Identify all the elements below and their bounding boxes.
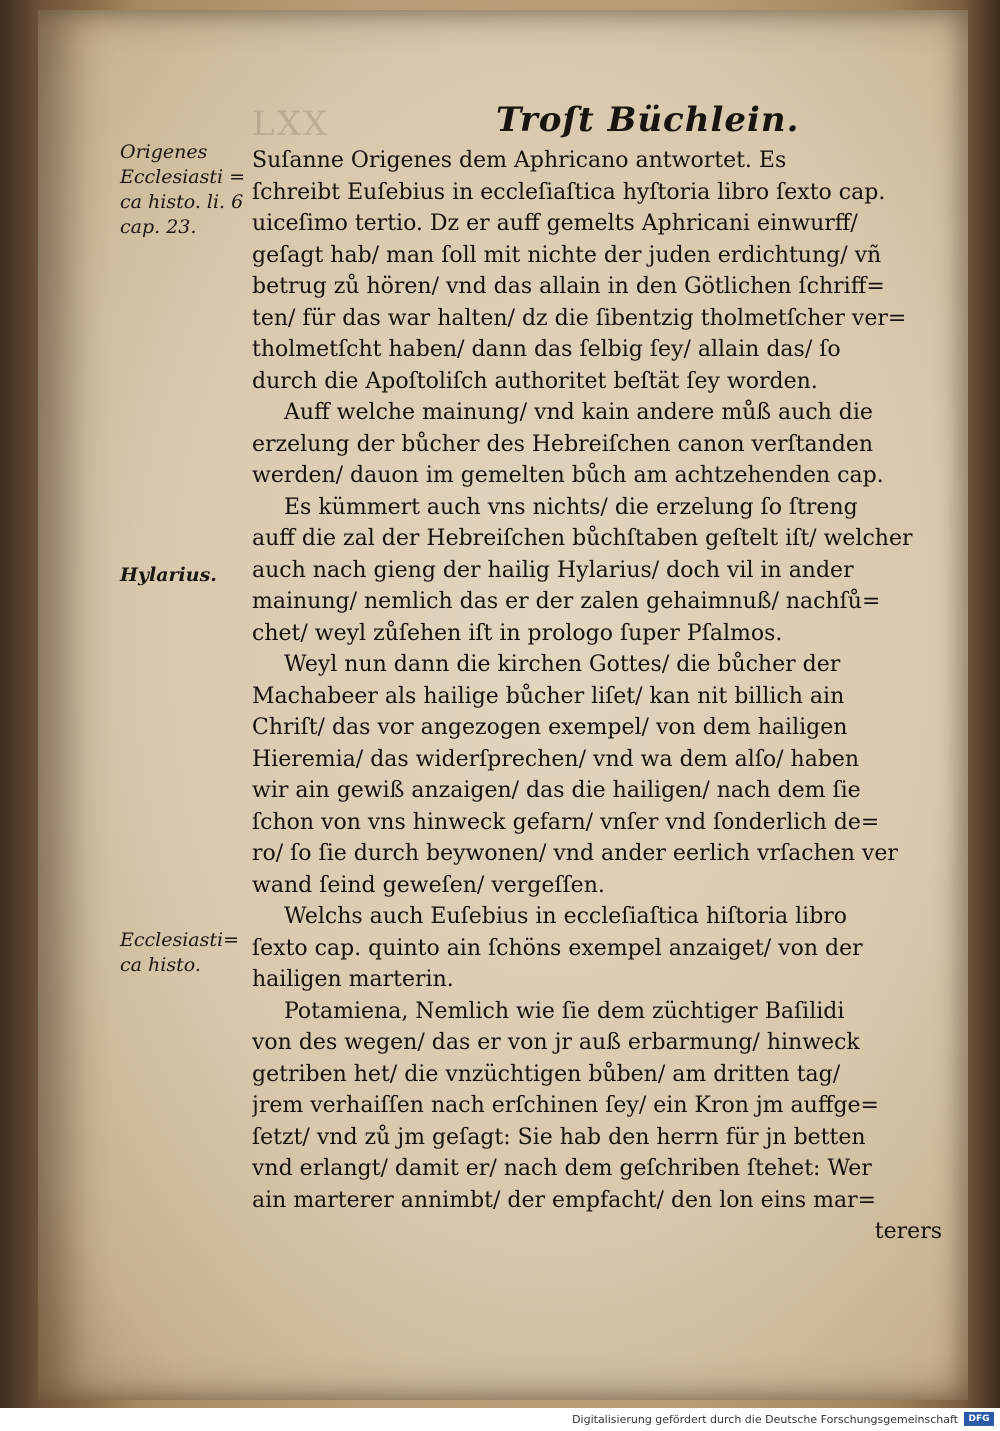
body-line: mainung/ nemlich das er der zalen gehaimnuß/ nachſů= — [252, 589, 881, 614]
footer-bar — [0, 1408, 1000, 1431]
body-line: von des wegen/ das er von jr auß erbarmung/ hinweck — [252, 1030, 860, 1055]
margin-note-line: Hylarius. — [120, 564, 217, 586]
body-line: durch die Apoſtoliſch authoritet beſtät ſey worden. — [252, 368, 818, 394]
body-line: Auff welche mainung/ vnd kain andere můß auch die — [284, 400, 873, 425]
margin-note-line: Ecclesiasti= — [120, 929, 240, 951]
body-line: ſchon von vns hinweck gefarn/ vnſer vnd ſonderlich de= — [252, 809, 880, 835]
margin-note-ecclesiastica — [120, 928, 239, 978]
body-line: wir ain gewiß anzaigen/ das die hailigen/ nach dem ſie — [252, 778, 861, 803]
margin-note-line: cap. 23. — [120, 216, 197, 238]
body-line: chet/ weyl zůſehen iſt in prologo ſuper Pſalmos. — [252, 620, 783, 646]
body-line: tholmetſcht haben/ dann das ſelbig ſey/ allain das/ ſo — [252, 337, 841, 362]
running-header: Troſt Büchlein. — [496, 100, 800, 140]
margin-note-origenes — [120, 140, 245, 240]
margin-note-line: ca histo. li. 6 — [120, 191, 244, 213]
body-line: hailigen marterin. — [252, 967, 454, 992]
body-line: Chriſt/ das vor angezogen exempel/ von dem hailigen — [252, 715, 848, 740]
body-line: werden/ dauon im gemelten bůch am achtzehenden cap. — [252, 463, 884, 488]
footer-credit: Digitalisierung gefördert durch die Deutsche Forschungsgemeinschaft — [572, 1413, 958, 1426]
body-line: ſetzt/ vnd zů jm geſagt: Sie hab den herrn für jn betten — [252, 1124, 866, 1150]
body-line: Machabeer als hailige bůcher liſet/ kan nit billich ain — [252, 683, 845, 709]
margin-note-hylarius — [120, 563, 217, 588]
body-line: ſexto cap. quinto ain ſchöns exempel anzaiget/ von der — [252, 935, 863, 961]
body-line: betrug zů hören/ vnd das allain in den Götlichen ſchriff= — [252, 274, 885, 299]
body-line: Suſanne Origenes dem Aphricano antwortet. Es — [252, 148, 787, 173]
ghost-page-number: LXX — [252, 104, 329, 144]
body-line: terers — [874, 1219, 942, 1244]
dfg-logo-icon: DFG — [964, 1412, 994, 1426]
margin-note-line: ca histo. — [120, 954, 201, 976]
body-line: ain marterer annimbt/ der empfacht/ den lon eins mar= — [252, 1187, 877, 1213]
body-line: Welchs auch Euſebius in eccleſiaſtica hiſtoria libro — [284, 904, 848, 929]
body-line: auch nach gieng der hailig Hylarius/ doch vil in ander — [252, 557, 854, 583]
body-line: Weyl nun dann die kirchen Gottes/ die bůcher der — [284, 652, 841, 677]
body-line: uiceſimo tertio. Dz er auff gemelts Aphricani einwurff/ — [252, 211, 858, 236]
body-line: geſagt hab/ man ſoll mit nichte der juden erdichtung/ vñ — [252, 242, 882, 268]
body-line: erzelung der bůcher des Hebreiſchen canon verſtanden — [252, 431, 874, 457]
body-line: vnd erlangt/ damit er/ nach dem geſchriben ſtehet: Wer — [252, 1156, 872, 1181]
body-line: Hieremia/ das widerſprechen/ vnd wa dem alſo/ haben — [252, 746, 860, 772]
body-line: auff die zal der Hebreiſchen bůchſtaben geſtelt iſt/ welcher — [252, 526, 913, 551]
margin-note-line: Ecclesiasti = — [120, 166, 246, 188]
body-line: jrem verhaiſſen nach erſchinen ſey/ ein Kron jm auffge= — [252, 1093, 879, 1118]
margin-note-line: Origenes — [120, 141, 208, 163]
body-line: Potamiena, Nemlich wie ſie dem züchtiger Baſilidi — [284, 998, 845, 1024]
body-line: ſchreibt Euſebius in eccleſiaſtica hyſtoria libro ſexto cap. — [252, 179, 886, 205]
body-line: ro/ ſo ſie durch beywonen/ vnd ander eerlich vrſachen ver — [252, 841, 898, 866]
body-line: getriben het/ die vnzüchtigen bůben/ am dritten tag/ — [252, 1061, 841, 1087]
body-line: wand ſeind geweſen/ vergeſſen. — [252, 872, 605, 898]
body-line: ten/ für das war halten/ dz die ſibentzig tholmetſcher ver= — [252, 305, 907, 331]
body-line: Es kümmert auch vns nichts/ die erzelung ſo ſtreng — [284, 494, 858, 520]
